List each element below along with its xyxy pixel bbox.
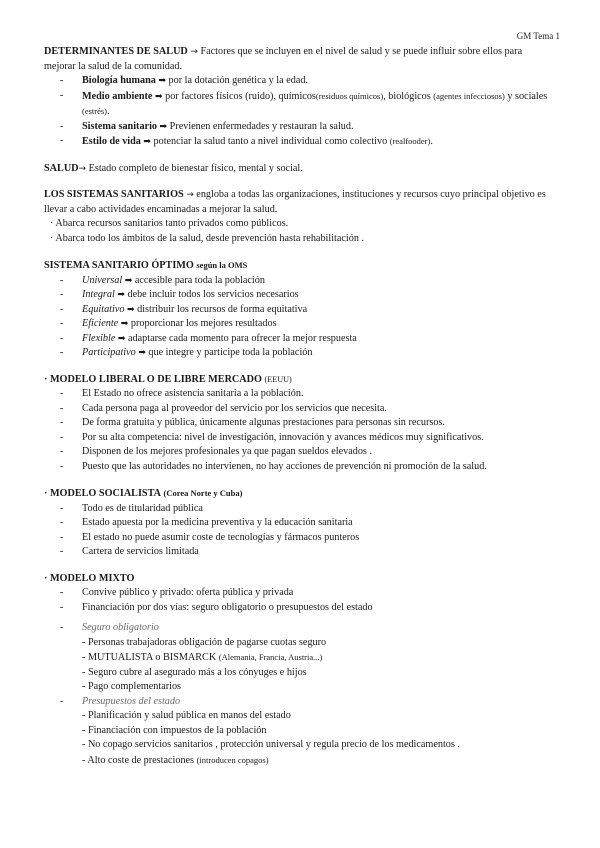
term: Biología humana <box>82 75 156 86</box>
right-arrow-icon: → <box>78 163 87 174</box>
list-item: - Por su alta competencia: nivel de investigación, innovación y avances médicos muy significativos. <box>60 431 556 446</box>
section-determinantes <box>44 45 556 150</box>
item-text: . <box>107 106 110 117</box>
right-arrow-icon: ➡ <box>117 333 126 344</box>
document-content <box>44 45 556 768</box>
page-header: GM Tema 1 <box>516 31 560 41</box>
sub-line <box>82 753 556 769</box>
sub-line <box>82 650 556 666</box>
list-item: - El estado no puede asumir coste de tecnologías y fármacos punteros <box>60 531 556 546</box>
list-item <box>60 134 556 150</box>
list-item: - Estado apuesta por la medicina preventiva y la educación sanitaria <box>60 516 556 531</box>
liberal-tag: (EEUU) <box>264 374 292 384</box>
sub-line: - Personas trabajadoras obligación de pagarse cuotas seguro <box>82 636 327 648</box>
right-arrow-icon: ➡ <box>158 76 166 86</box>
optimo-list <box>44 274 556 361</box>
right-arrow-icon: ➡ <box>138 348 146 358</box>
presupuestos-head <box>60 695 556 710</box>
list-item <box>60 332 556 347</box>
determinantes-heading <box>44 45 556 74</box>
term: Integral <box>82 289 115 300</box>
determinantes-list <box>44 74 556 150</box>
item-text: . <box>430 136 433 147</box>
list-item: - Cartera de servicios limitada <box>60 545 556 560</box>
section-salud <box>44 162 556 177</box>
item-note: (realfooder) <box>389 136 431 146</box>
item-text: por factores físicos (ruido), químicos <box>165 90 316 102</box>
right-arrow-icon: → <box>190 47 198 57</box>
sub-line: - No copago servicios sanitarios , protección universal y regula precio de los medicamentos . <box>82 739 460 750</box>
section-mixto <box>44 572 556 769</box>
list-item: - Cada persona paga al proveedor del servicio por los servicios que necesita. <box>60 402 556 417</box>
term: Universal <box>82 274 123 286</box>
list-item <box>60 317 556 332</box>
list-item <box>60 288 556 303</box>
right-arrow-icon: ➡ <box>117 290 125 300</box>
sub-line: - Planificación y salud pública en manos del estado <box>82 710 291 721</box>
section-liberal <box>44 373 556 475</box>
presupuestos-block <box>44 695 556 710</box>
sub-line-note: (introducen copagos) <box>196 754 269 765</box>
term: Equitativo <box>82 303 125 315</box>
mixto-list <box>44 586 556 615</box>
list-item <box>60 346 556 361</box>
seguro-title: Seguro obligatorio <box>82 622 159 633</box>
right-arrow-icon: → <box>186 190 194 200</box>
item-text: y sociales <box>504 90 548 102</box>
item-text: por la dotación genética y la edad. <box>168 75 308 86</box>
salud-title: SALUD <box>44 162 79 174</box>
list-item: - Disponen de los mejores profesionales ya que pagan sueldos elevados . <box>60 445 556 460</box>
sistemas-definition: engloba a todas las organizaciones, instituciones y recursos cuyo principal objetivo es llevar a cabo actividades encaminadas a mejorar la salud. <box>44 189 546 215</box>
item-note: (agentes infecciosos) <box>433 90 505 101</box>
socialista-title: · MODELO SOCIALISTA <box>44 488 161 499</box>
sub-line-note: (Alemania, Francia, Austria...) <box>218 652 323 662</box>
item-text: distribuir los recursos de forma equitativa <box>137 303 308 315</box>
list-item <box>60 274 556 289</box>
list-item: - Financiación por dos vías: seguro obligatorio o presupuestos del estado <box>60 601 556 616</box>
list-item: - Puesto que las autoridades no intervienen, no hay acciones de prevención ni promoción de la salud. <box>60 460 556 475</box>
sub-line-text: - MUTUALISTA o BISMARCK <box>82 652 217 663</box>
sistemas-point: · Abarca recursos sanitarios tanto privados como públicos. <box>50 218 289 229</box>
term: Sistema sanitario <box>82 120 157 132</box>
seguro-lines <box>44 636 556 695</box>
term: Flexible <box>82 332 116 344</box>
sistemas-title: LOS SISTEMAS SANITARIOS <box>44 189 184 200</box>
mixto-title: · MODELO MIXTO <box>44 572 135 584</box>
list-item: - Todo es de titularidad pública <box>60 502 556 517</box>
list-item <box>60 74 556 89</box>
section-sistemas <box>44 188 556 246</box>
seguro-head <box>60 621 556 636</box>
right-arrow-icon: ➡ <box>124 275 133 286</box>
mixto-heading <box>44 572 556 587</box>
item-note: (residuos químicos) <box>315 90 384 101</box>
optimo-title: SISTEMA SANITARIO ÓPTIMO <box>44 260 194 271</box>
salud-definition: Estado completo de bienestar físico, mental y social. <box>88 162 303 174</box>
item-text: proporcionar los mejores resultados <box>130 318 277 329</box>
list-item <box>60 120 556 135</box>
sub-line: - Seguro cubre al asegurado más a los cónyuges e hijos <box>82 666 307 678</box>
liberal-list <box>44 387 556 474</box>
item-text: debe incluir todos los servicios necesarios <box>127 289 299 300</box>
section-optimo <box>44 258 556 361</box>
right-arrow-icon: ➡ <box>120 319 129 329</box>
sistemas-heading <box>44 188 556 217</box>
list-item: - Convive público y privado: oferta pública y privada <box>60 586 556 601</box>
right-arrow-icon: ➡ <box>155 91 163 102</box>
right-arrow-icon: ➡ <box>159 121 168 132</box>
term: Medio ambiente <box>82 90 153 102</box>
socialista-list <box>44 502 556 560</box>
item-text: que integre y participe toda la población <box>148 347 313 358</box>
sub-line: - Financiación con impuestos de la población <box>82 724 267 736</box>
item-text: adaptarse cada momento para ofrecer la mejor respuesta <box>128 332 357 344</box>
item-text: , biológicos <box>383 90 431 102</box>
item-text: accesible para toda la población <box>134 274 265 286</box>
salud-heading <box>44 162 556 177</box>
item-text: Previenen enfermedades y restauran la salud. <box>169 120 354 132</box>
term: Eficiente <box>82 318 119 329</box>
term: Participativo <box>82 347 136 358</box>
section-socialista <box>44 486 556 560</box>
socialista-tag: (Corea Norte y Cuba) <box>163 488 243 498</box>
presupuestos-title: Presupuestos del estado <box>82 695 181 707</box>
right-arrow-icon: ➡ <box>143 137 151 147</box>
determinantes-definition: Factores que se incluyen en el nivel de salud y se puede influir sobre ellos para mejorar la salud de la comunidad. <box>44 46 523 72</box>
seguro-block <box>44 621 556 636</box>
presupuestos-lines <box>44 709 556 768</box>
list-item: - El Estado no ofrece asistencia sanitaria a la población. <box>60 387 556 402</box>
item-text: potenciar la salud tanto a nivel individual como colectivo <box>153 136 388 147</box>
term: Estilo de vida <box>82 136 141 147</box>
sub-line: - Pago complementarios <box>82 681 182 692</box>
liberal-title: · MODELO LIBERAL O DE LIBRE MERCADO <box>44 373 262 385</box>
list-item <box>60 89 556 120</box>
liberal-heading <box>44 373 556 388</box>
optimo-qualifier: según la OMS <box>196 260 248 270</box>
sub-line-text: - Alto coste de prestaciones <box>82 754 195 766</box>
optimo-heading <box>44 258 556 274</box>
determinantes-title: DETERMINANTES DE SALUD <box>44 46 188 57</box>
item-note: (estrés) <box>82 106 108 116</box>
sistemas-point: · Abarca todo los ámbitos de la salud, desde prevención hasta rehabilitación . <box>50 232 365 244</box>
list-item: - De forma gratuita y pública, únicamente algunas prestaciones para personas sin recursos. <box>60 416 556 431</box>
socialista-heading <box>44 486 556 502</box>
list-item <box>60 303 556 318</box>
right-arrow-icon: ➡ <box>127 304 135 315</box>
